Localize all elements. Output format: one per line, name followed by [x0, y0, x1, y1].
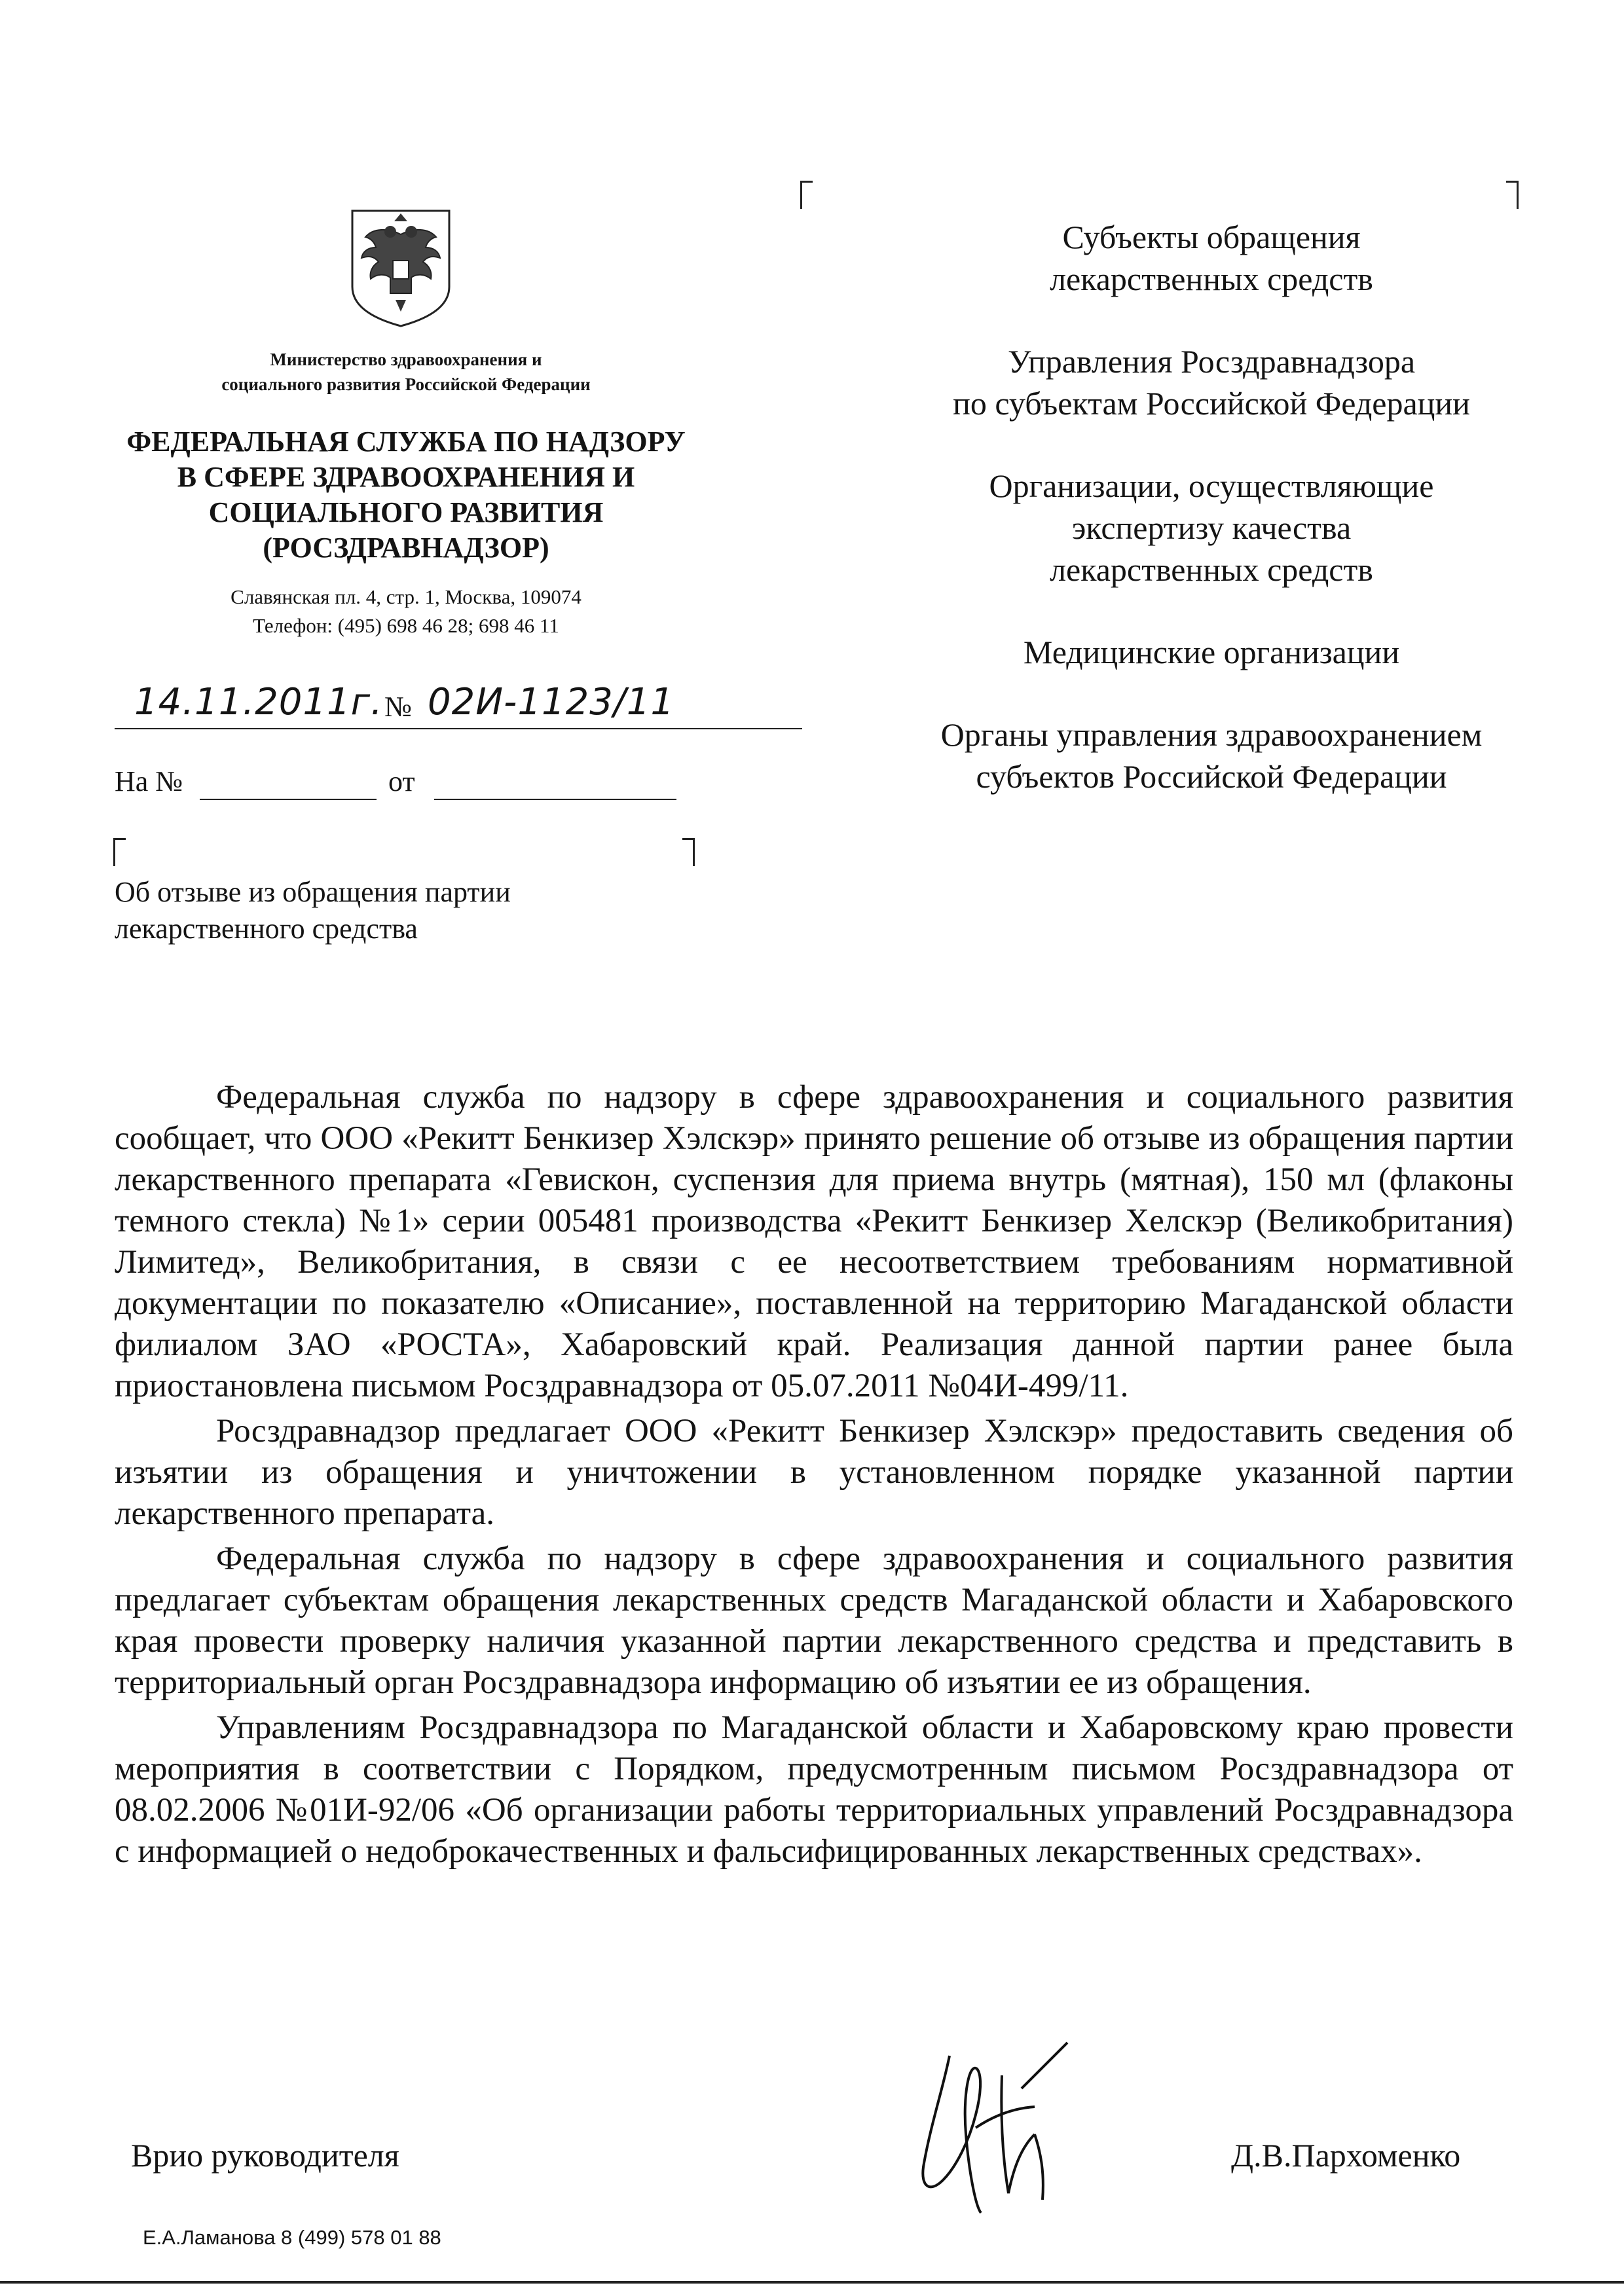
addressee-line: по субъектам Российской Федерации	[953, 385, 1470, 422]
reference-line	[115, 765, 704, 804]
corner-mark	[1506, 181, 1519, 209]
number-underline	[422, 728, 802, 729]
addressee-line: Субъекты обращения	[1062, 219, 1361, 255]
bottom-divider	[0, 2281, 1624, 2284]
body-paragraph-3: Федеральная служба по надзору в сфере здравоохранения и социального развития предлагает субъектам обращения лекарственных средств Магаданской области и Хабаровского края провести проверку наличия указанной партии лекарственного средства и представить в территориальный орган Росздравнадзора информацию об изъятии ее из обращения.	[115, 1540, 1513, 1701]
date-underline	[115, 728, 442, 729]
body-paragraph-1: Федеральная служба по надзору в сфере здравоохранения и социального развития сообщает, что ООО «Рекитт Бенкизер Хэлскэр» принято решение об отзыве из обращения партии лекарственного препарата «Гевискон, суспензия для приема внутрь (мятная), 150 мл (флаконы темного стекла) №1» серии 005481 производства «Рекитт Бенкизер Хелскэр (Великобритания) Лимитед», Великобритания, в связи с ее несоответствием требованиям нормативной документации по показателю «Описание», поставленной на территорию Магаданской области филиалом ЗАО «РОСТА», Хабаровский край. Реализация данной партии ранее была приостановлена письмом Росздравнадзора от 05.07.2011 №04И-499/11.	[115, 1079, 1513, 1404]
addressee-line: лекарственных средств	[1050, 261, 1373, 297]
signatory-position: Врио руководителя	[131, 2137, 399, 2174]
addressee-line: экспертизу качества	[1071, 509, 1352, 546]
registration-number-label: №	[384, 691, 412, 723]
agency-line-4: (РОСЗДРАВНАДЗОР)	[263, 532, 549, 564]
agency-name	[92, 424, 720, 566]
agency-line-1: ФЕДЕРАЛЬНАЯ СЛУЖБА ПО НАДЗОРУ	[126, 426, 686, 458]
reference-number-label: На №	[115, 765, 183, 797]
addressees	[864, 216, 1559, 838]
registration-number: 02И-1123/11	[428, 681, 674, 723]
corner-mark	[113, 838, 126, 866]
subject-line-2: лекарственного средства	[115, 913, 418, 945]
addressee	[864, 340, 1559, 424]
agency-line-2: В СФЕРЕ ЗДРАВООХРАНЕНИЯ И	[177, 461, 635, 493]
addressee-line: Органы управления здравоохранением	[940, 716, 1483, 753]
addressee	[864, 216, 1559, 300]
reference-number-blank	[200, 799, 377, 800]
ministry-line-1: Министерство здравоохранения и	[270, 350, 542, 369]
addressee-line: Управления Росздравнадзора	[1007, 343, 1416, 380]
signatory-name: Д.В.Пархоменко	[1231, 2137, 1461, 2174]
agency-line-3: СОЦИАЛЬНОГО РАЗВИТИЯ	[208, 496, 604, 528]
body-paragraph-4: Управлениям Росздравнадзора по Магаданской области и Хабаровскому краю провести мероприятия в соответствии с Порядком, предусмотренным письмом Росздравнадзора от 08.02.2006 №01И-92/06 «Об организации работы территориальных управлений Росздравнадзора с информацией о недоброкачественных и фальсифицированных лекарственных средствах».	[115, 1709, 1513, 1870]
addressee-line: Медицинские организации	[1023, 634, 1400, 670]
addressee-line: лекарственных средств	[1050, 551, 1373, 588]
ministry-line-2: социального развития Российской Федерации	[221, 374, 591, 394]
addressee	[864, 631, 1559, 673]
addressee	[864, 465, 1559, 591]
agency-address	[105, 583, 707, 640]
executor-contact: Е.А.Ламанова 8 (499) 578 01 88	[143, 2226, 441, 2249]
addressee-line: Организации, осуществляющие	[989, 467, 1434, 504]
letter-body	[115, 1077, 1513, 1876]
reference-date-label: от	[388, 765, 415, 797]
corner-mark	[682, 838, 695, 866]
addressee	[864, 714, 1559, 797]
body-paragraph-2: Росздравнадзор предлагает ООО «Рекитт Бенкизер Хэлскэр» предоставить сведения об изъятии из обращения и уничтожении в установленном порядке указанной партии лекарственного препарата.	[115, 1413, 1513, 1532]
addressee-line: субъектов Российской Федерации	[976, 758, 1447, 795]
corner-mark	[800, 181, 813, 209]
address-line: Славянская пл. 4, стр. 1, Москва, 109074	[231, 585, 581, 608]
registration-line	[115, 681, 704, 733]
handwritten-signature-icon	[904, 2036, 1074, 2219]
coat-of-arms-icon	[348, 208, 453, 329]
phone-line: Телефон: (495) 698 46 28; 698 46 11	[253, 614, 559, 637]
letter-subject	[115, 874, 704, 947]
registration-date: 14.11.2011г.	[134, 681, 383, 723]
subject-line-1: Об отзыве из обращения партии	[115, 876, 511, 908]
ministry-name	[105, 347, 707, 397]
reference-date-blank	[434, 799, 676, 800]
